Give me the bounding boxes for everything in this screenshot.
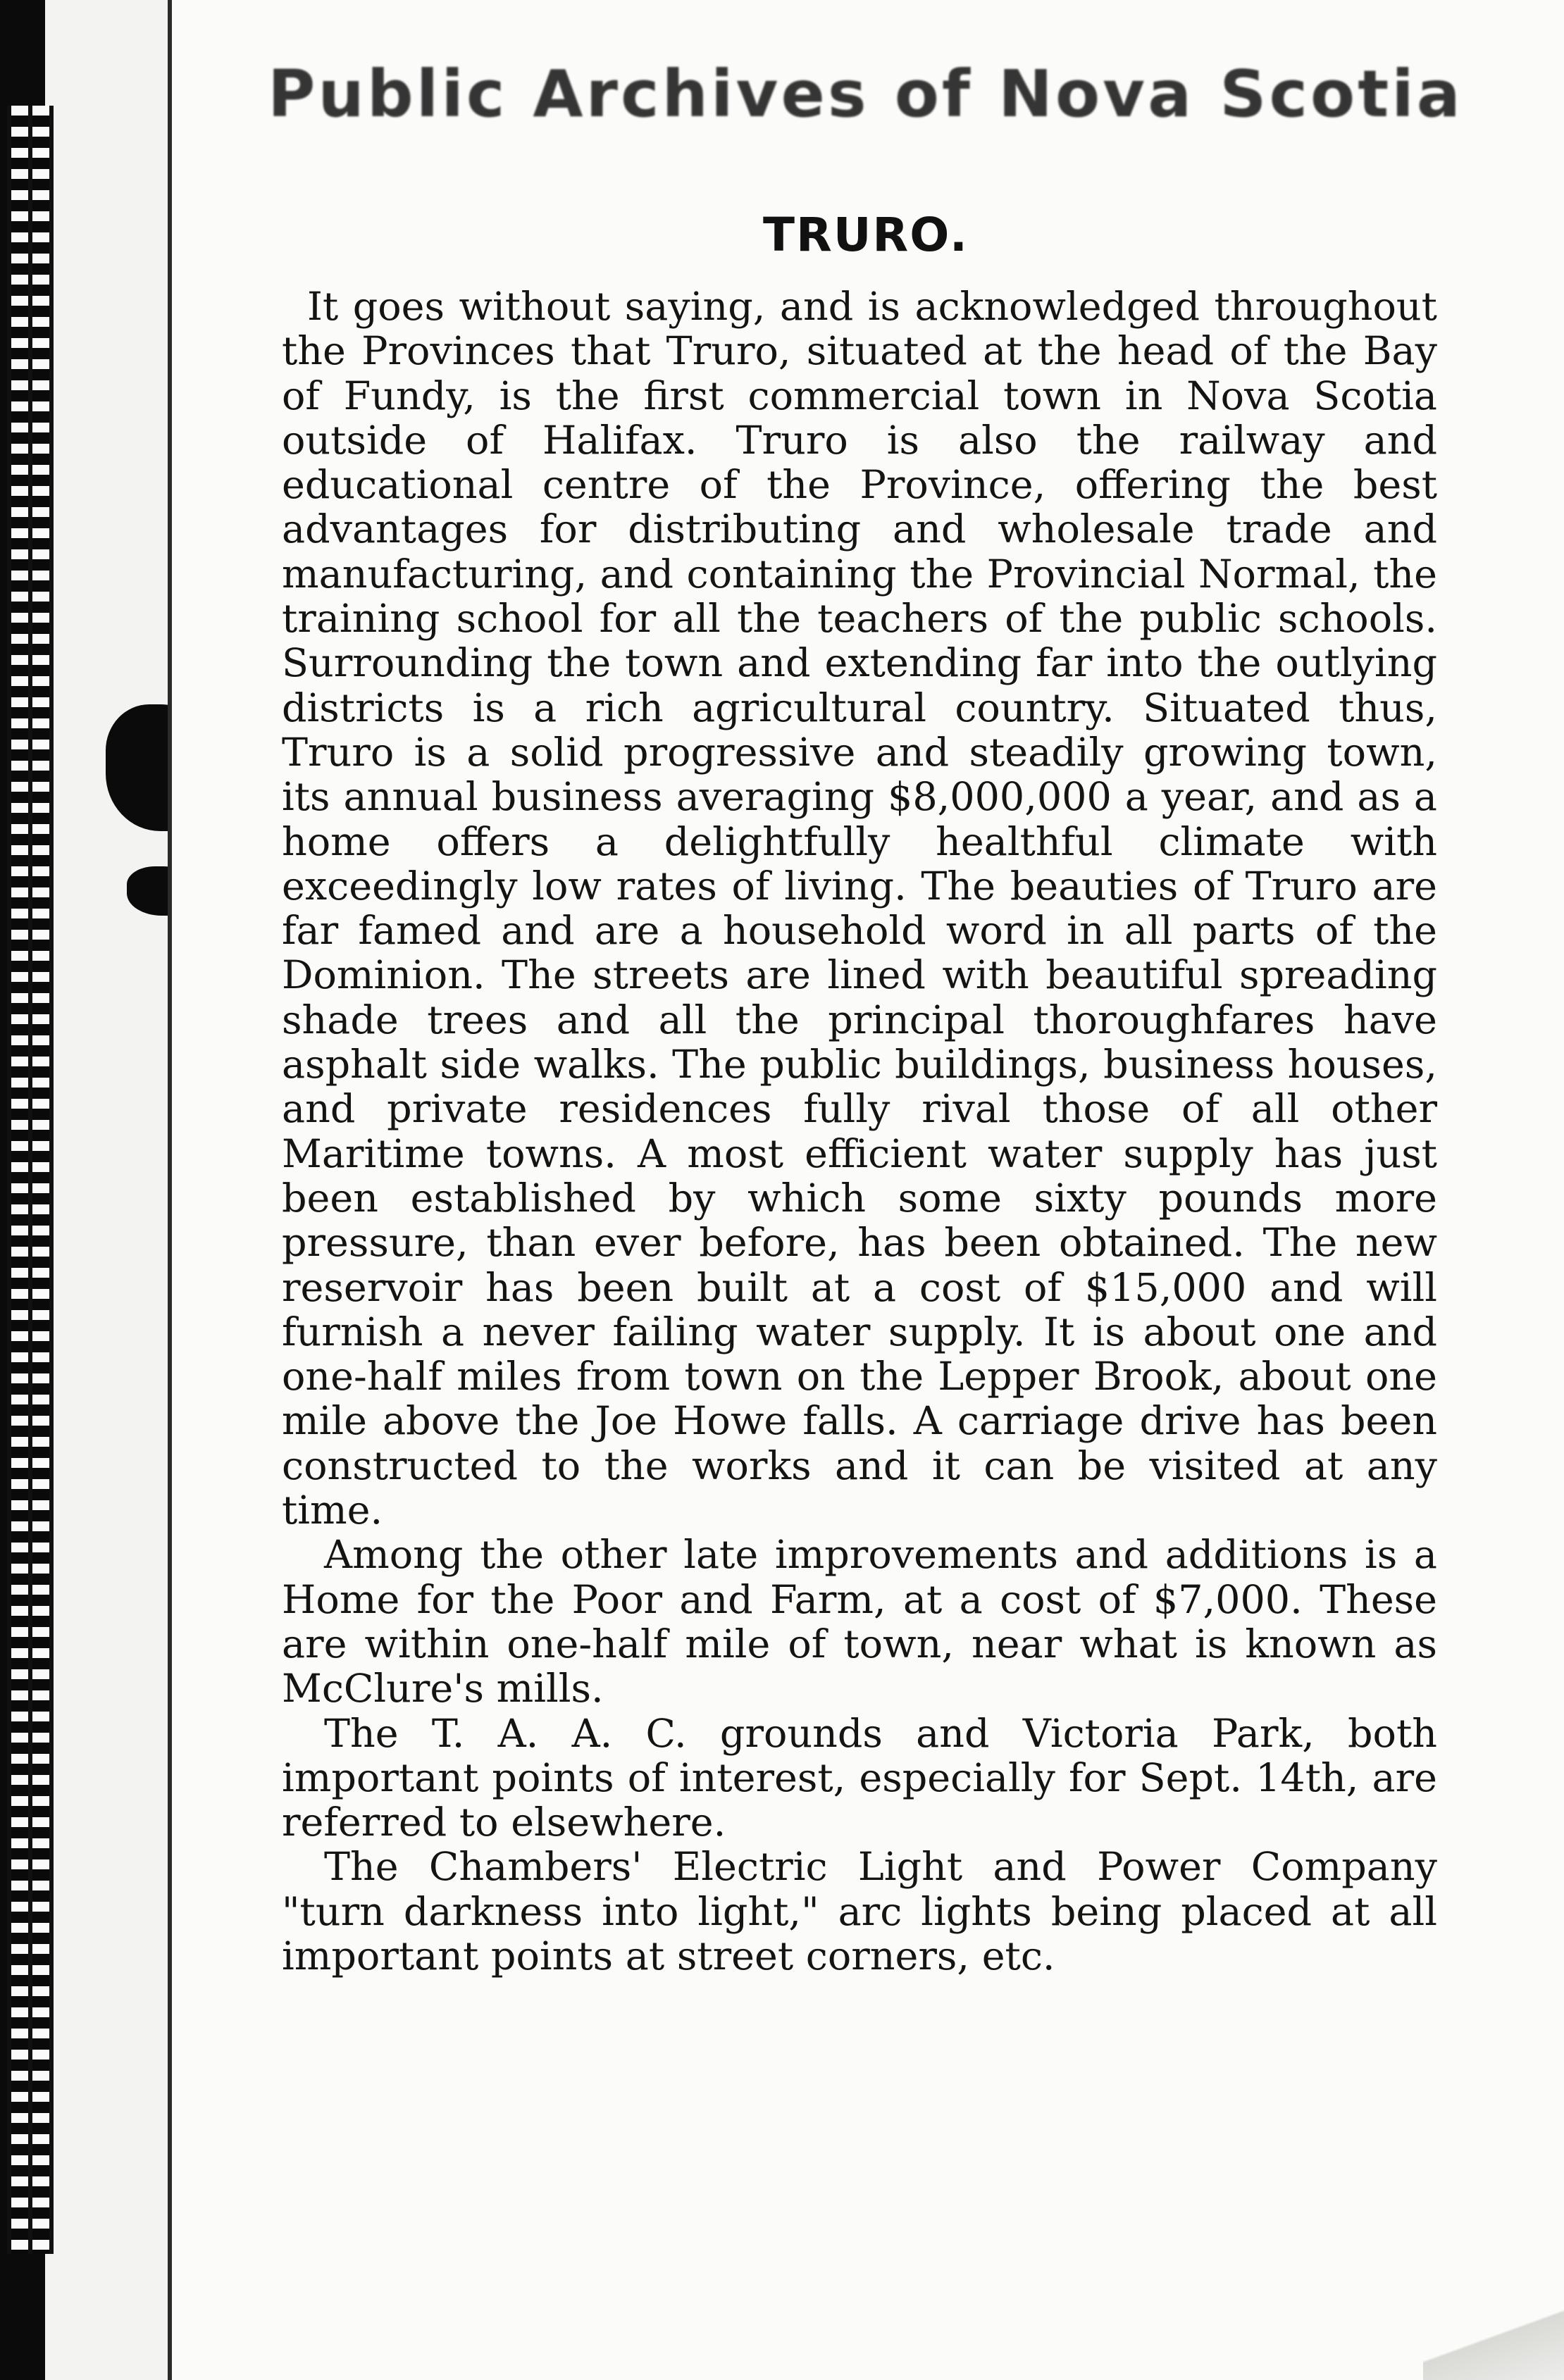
paragraph-3: The T. A. A. C. grounds and Victoria Park, both important points of interest, especially for Sept. 14th, are referred to elsewhere. (282, 1710, 1437, 1846)
archive-stamp: Public Archives of Nova Scotia (268, 56, 1463, 132)
page-corner-fold (1423, 2295, 1564, 2380)
article-title: TRURO. (763, 208, 969, 262)
back-flap (45, 0, 186, 2380)
paragraph-2: Among the other late improvements and additions is a Home for the Poor and Farm, at a cost of $7,000. These are within one-half mile of town, near what is known as McClure's mills. (282, 1532, 1437, 1712)
article-body (282, 285, 1437, 1979)
stitched-binding (7, 106, 54, 2254)
paragraph-4: The Chambers' Electric Light and Power Company "turn darkness into light," arc lights being placed at all important points at street corners, etc. (282, 1844, 1437, 1979)
paragraph-1: It goes without saying, and is acknowledged throughout the Provinces that Truro, situated at the head of the Bay of Fundy, is the first commercial town in Nova Scotia outside of Halifax. Truro is also the railway and educational centre of the Province, offering the best advantages for distributing and wholesale trade and manufacturing, and containing the Provincial Normal, the training school for all the teachers of the public schools. Surrounding the town and extending far into the outlying districts is a rich agricultural country. Situated thus, Truro is a solid progressive and steadily growing town, its annual business averaging $8,000,000 a year, and as a home offers a delightfully healthful climate with exceedingly low rates of living. The beauties of Truro are far famed and are a household word in all parts of the Dominion. The streets are lined with beautiful spreading shade trees and all the principal thoroughfares have asphalt side walks. The public buildings, business houses, and private residences fully rival those of all other Maritime towns. A most efficient water supply has just been established by which some sixty pounds more pressure, than ever before, has been obtained. The new reservoir has been built at a cost of $15,000 and will furnish a never failing water supply. It is about one and one-half miles from town on the Lepper Brook, about one mile above the Joe Howe falls. A carriage drive has been constructed to the works and it can be visited at any time. (282, 284, 1437, 1534)
